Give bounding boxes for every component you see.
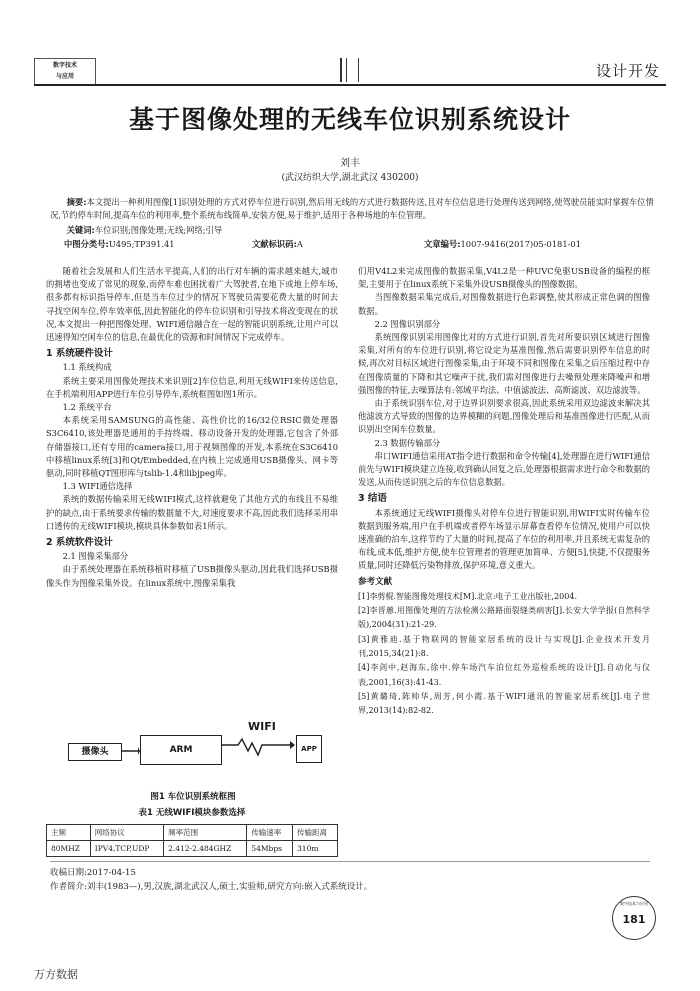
reference-item: [1]李剪棍.智能图像处理技术[M].北京:电子工业出版社,2004.: [358, 591, 577, 601]
arrow-head: [138, 747, 140, 755]
table-cell: 310m: [293, 841, 338, 857]
article-no-value: 1007-9416(2017)05-0181-01: [460, 239, 581, 249]
keywords: [50, 224, 654, 237]
clc-label: 中图分类号:: [64, 239, 109, 249]
logo-line-1: 数字技术: [52, 62, 77, 69]
subsection-heading: 1.1 系统构成: [62, 362, 112, 373]
wifi-params-table: [46, 824, 338, 857]
paragraph: 本系统通过无线WIFI摄像头对停车位进行智能识别,用WIFI实时传输车位数据到服务端,用户在手机端或者停车场显示屏幕查看停车位情况,使用户可以快速准确的泊车,这样节约了大量的时间,提高了车位的利用率,并且系统无需复杂的布线,成本低,维护方便,使车位管理者的管理更加简单、方便[5],快捷,不仅提服务质量,同时还降低污染物排放,保护环境,意义重大。: [358, 507, 650, 571]
wireless-link-icon: [222, 739, 294, 755]
paragraph: 串口WIFI通信采用AT指令进行数据和命令传输[4],处理器在进行WIFI通信前先与WIFI模块建立连接,收到确认回复之后,处理器根据需求进行命令和数据的发送,从而传送识别之后的车位信息数据。: [358, 450, 650, 488]
subsection-heading: 1.3 WIFI通信选择: [62, 481, 133, 492]
table-cell: 2.412-2.484GHZ: [164, 841, 247, 857]
abstract-text: 本文提出一种利用图像[1]识别处理的方式对停车位进行识别,然后用无线的方式进行数据传送,且对车位信息进行处理传送到网络,使驾驶员能实时掌握车位情况,节约停车时间,提高车位的利用率,整个系统布线简单,安装方便,易于维护,适用于各种场地的车位管理。: [50, 197, 654, 220]
left-column: [46, 265, 338, 590]
right-column: [358, 265, 650, 719]
reference-list: [358, 590, 650, 719]
affiliation: (武汉纺织大学,湖北武汉 430200): [281, 173, 419, 183]
table-header-cell: 主频: [47, 825, 91, 841]
figure-block-diagram: [62, 715, 324, 783]
paragraph: 由于系统处理器在系统移植时移植了USB摄像头驱动,因此我们选择USB摄像头作为图像采集外设。在linux系统中,图像采集我: [46, 564, 338, 588]
paper-title: 基于图像处理的无线车位识别系统设计: [128, 105, 571, 134]
section-heading: 1 系统硬件设计: [46, 348, 113, 360]
diagram-connectors: [62, 715, 324, 783]
subsection-heading: 2.3 数据传输部分: [374, 437, 441, 448]
header-divider-bar: [358, 58, 359, 82]
paragraph: 系统主要采用图像处理技术来识别[2]车位信息,利用无线WIFI来传送信息,在手机端利用APP进行车位引导停车,系统框图如图1所示。: [46, 375, 338, 399]
header-divider-bar: [346, 58, 347, 82]
table-cell: 80MHZ: [47, 841, 91, 857]
clc-value: U495;TP391.41: [108, 239, 175, 249]
author: 刘丰: [340, 158, 360, 169]
table-cell: 54Mbps: [247, 841, 293, 857]
section-title: 设计开发: [595, 62, 660, 80]
journal-logo: [34, 58, 96, 86]
intro-paragraph: 随着社会发展和人们生活水平提高,人们的出行对车辆的需求越来越大,城市的拥堵也变成了常见的现象,而停车难也困扰着广大驾驶者,在地下或地上停车场,很多都有标识指导停车,但是当车位过少的情况下驾驶员需要花费大量的时间去寻找空闲车位,停车效率低,因此智能化的停车位识别和引导技术将改变现在的状况,本文提出一种把图像处理、WIFI通信融合在一起的智能识别系统,让用户可以迅速得知空闲车位的信息,在最优化的资源和时间情况下完成停车。: [46, 266, 338, 343]
abstract: [50, 196, 654, 222]
reference-item: [4]李剑中,赵海东,徐中.停车场汽车泊位红外巡检系统的设计[J].自动化与仪表,2001,16(3):41-43.: [358, 663, 650, 687]
subsection-heading: 2.1 图像采集部分: [62, 551, 129, 562]
author-bio: 作者简介:刘丰(1983—),男,汉族,湖北武汉人,硕士,实验师,研究方向:嵌入式系统设计。: [50, 882, 373, 892]
app-box: APP: [296, 735, 322, 763]
brand-watermark: 万方数据: [34, 968, 78, 981]
arm-box: ARM: [140, 735, 222, 765]
badge-text: 数字技术与应用: [620, 901, 648, 906]
subsection-heading: 1.2 系统平台: [62, 402, 112, 413]
section-heading: 2 系统软件设计: [46, 537, 113, 549]
logo-line-2: 与应用: [55, 73, 74, 80]
paragraph: 本系统采用SAMSUNG的高性能、高性价比的16/32位RSIC微处理器S3C6410,该处理器是通用的手持终端、移动设备开发的处理器,它包含了外部存储器接口,还有专用的camera接口,用于视频图像的开发,本系统在S3C6410中移植linux系统[3]和Qt/Embedded,在内核上完成通用USB摄像头、网卡等驱动,同时移植QT图形库与tslib-1.4和libjpeg库。: [46, 415, 338, 479]
figure-caption: 图1 车位识别系统框图: [150, 792, 236, 802]
paragraph: 系统的数据传输采用无线WIFI模式,这样就避免了其他方式的布线且不易维护的缺点,由于系统要求传输的数据量不大,对速度要求不高,因此我们选择采用串口透传的无线WIFI模块,模块具体参数如表1所示。: [46, 494, 338, 531]
doc-code-label: 文献标识码:: [252, 239, 297, 249]
keywords-text: 车位识别;图像处理;无线;网络;引导: [94, 225, 223, 235]
table-header-cell: 传输速率: [247, 825, 293, 841]
header-divider-bar: [340, 58, 342, 82]
section-heading: 3 结语: [358, 493, 387, 505]
camera-box: 摄像头: [68, 743, 122, 761]
page-badge: [612, 896, 656, 940]
reference-item: [5]黄璐琦,陈帅华,周芳,何小霞.基于WIFI通讯的智能家居系统[J].电子世界,2013(14):82-82.: [358, 691, 650, 716]
header-rule: [34, 84, 666, 86]
reference-item: [3]黄雅迪.基于物联网的智能家居系统的设计与实现[J].企业技术开发月刊,2015,34(21):8.: [358, 634, 650, 659]
arrow-head: [290, 741, 295, 749]
paragraph: 们用V4L2来完成图像的数据采集,V4L2是一种UVC免驱USB设备的编程的框架,主要用于在linux系统下采集外设USB摄像头的图像数据。: [358, 266, 650, 290]
footnote: [50, 866, 372, 894]
paragraph: 由于系统识别车位,对于边界识别要求很高,因此系统采用双边滤波来解决其他滤波方式导致的图像的边界模糊的问题,图像处理后和基准图像进行匹配,从而识别出空闲车位数量。: [358, 398, 650, 435]
paragraph: 系统图像识别采用图像比对的方式进行识别,首先对所要识别区域进行图像采集,对所有的车位进行识别,将它设定为基准图像,然后需要识别停车信息的时候,再次对目标区域进行图像采集,由于环境不同和图像在采集之后压缩过程中存在图像质量的下降和其它噪声干扰,我们需对图像进行去噪预处理来降噪声和增强图像的特征,去噪算法有:邻域平均法、中值滤波法、高斯滤波、双边滤波等。: [358, 332, 650, 395]
reference-item: [2]李晋蕙.用图像处理的方法检测公路路面裂缝类病害[J].长安大学学报(自然科学版),2004(31):21-29.: [358, 606, 650, 630]
table-cell: IPV4,TCP,UDP: [90, 841, 163, 857]
table-header-cell: 传输距离: [293, 825, 338, 841]
subsection-heading: 2.2 图像识别部分: [374, 318, 441, 329]
table-row: [47, 841, 338, 857]
keywords-label: 关键词:: [66, 225, 95, 235]
references-heading: 参考文献: [358, 576, 393, 587]
doc-code-value: A: [296, 239, 303, 249]
article-no-label: 文章编号:: [424, 239, 461, 249]
received-date: 收稿日期:2017-04-15: [50, 868, 136, 878]
paragraph: 当图像数据采集完成后,对图像数据进行色彩调整,使其形成正常色调的图像数据。: [358, 292, 650, 316]
abstract-label: 摘要:: [66, 197, 87, 207]
table-header-cell: 网络协议: [90, 825, 163, 841]
footnote-rule: [50, 861, 650, 862]
table-header-row: [47, 825, 338, 841]
wifi-label: WIFI: [248, 720, 276, 733]
table-header-cell: 频率范围: [164, 825, 247, 841]
page-number: 181: [622, 913, 646, 926]
table-caption: 表1 无线WIFI模块参数选择: [138, 808, 246, 818]
